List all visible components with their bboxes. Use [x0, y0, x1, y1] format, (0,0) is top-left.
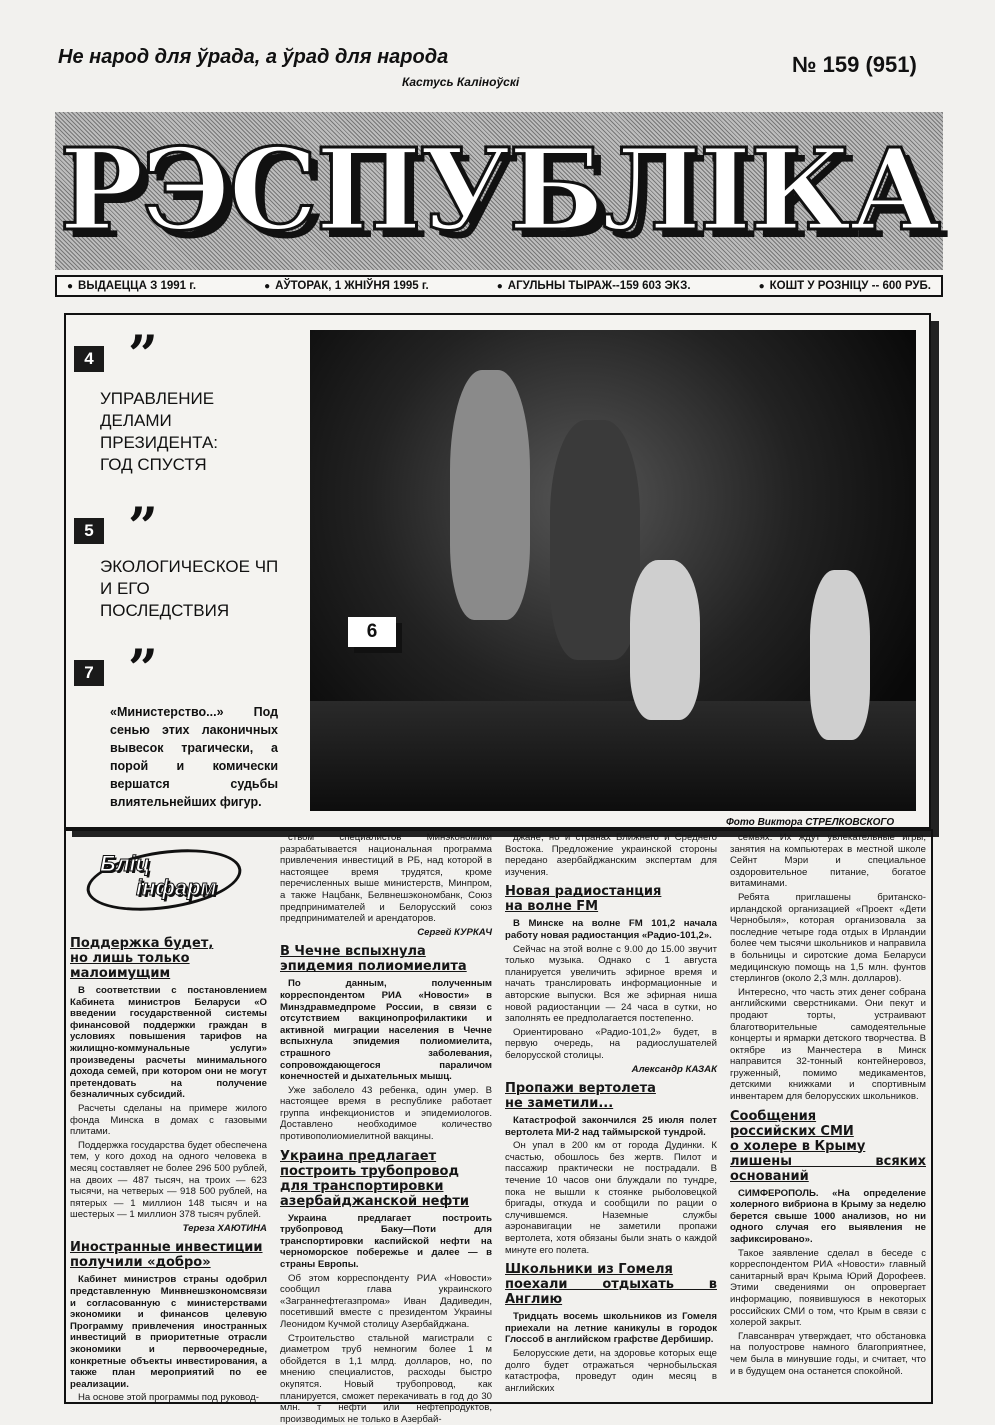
toc-page-number[interactable]: 4 [74, 346, 104, 372]
quote-icon: ” [128, 325, 158, 386]
headline[interactable]: В Чечне вспыхнула эпидемия полиомиелита [280, 944, 467, 975]
toc-item[interactable]: УПРАВЛЕНИЕ ДЕЛАМИ ПРЕЗИДЕНТА: ГОД СПУСТЯ [100, 389, 219, 474]
info-item: ● КОШТ У РОЗНІЦУ -- 600 РУБ. [758, 280, 931, 292]
quote-icon: ” [128, 639, 158, 700]
paragraph: На основе этой программы под руковод- [78, 1392, 259, 1404]
paragraph: Белорусские дети, на здоровье которых еще долго будет отражаться чернобыльская катастрофа, проведут один месяц в английских [505, 1348, 717, 1394]
dancer-figure [630, 560, 700, 720]
byline: Александр КАЗАК [631, 1063, 717, 1075]
motto-author: Кастусь Каліноўскі [402, 75, 520, 89]
paragraph: Сейчас на этой волне с 9.00 до 15.00 звучит только музыка. Однако с 1 августа планируется увеличить эфирное время и начать транслировать информационные и авторские выпуски. Вся же эфирная ниша новой радиостанции — 24 часа в сутки, но заполнять ее предполагается постепенно. [505, 943, 717, 1025]
paragraph: Украина предлагает построить трубопровод Баку—Поти для транспортировки каспийской нефти на черноморское побережье и далее — в страны Европы. [280, 1212, 492, 1271]
info-item: ● ВЫДАЕЦЦА З 1991 г. [67, 280, 197, 292]
dancer-figure [450, 370, 530, 620]
byline: Сергей КУРКАЧ [417, 926, 492, 938]
blic-inform-logo [82, 845, 242, 909]
paragraph: Такое заявление сделал в беседе с корреспондентом РИА «Новости» главный санитарный врач Крыма Юрий Дорофеев. Этими сведениями он опровергает информацию, появившуюся в некоторых российских СМИ о том, что Крым в связи с холерой закрыт. [730, 1247, 926, 1329]
motto: Не народ для ўрада, а ўрад для народа [58, 46, 449, 68]
issue-number: № 159 (951) [792, 52, 917, 77]
paragraph: По данным, полученным корреспондентом РИА «Новости» в Минздравмедпроме России, в связи с отсутствием вакцинопрофилактики и активной миграции населения в Чечне вспыхнула эпидемия полиомиелита, страшного заболевания, сопровождающегося параличом конечностей и дыхательных мышц. [280, 978, 492, 1083]
newspaper-title: РЭСПУБЛІКА [59, 125, 939, 256]
masthead [55, 112, 943, 270]
paragraph: ством специалистов Минэкономики разрабатывается национальная программа привлечения инвестиций в РБ, над которой в настоящее время трудятся, кроме перечисленных выше министерств, Минпром, а также Нацбанк, Белвнешэкономбанк, Союз предпринимателей и Белорусский союз предпринимателей и арендаторов. [280, 832, 492, 925]
paragraph: Интересно, что часть этих денег собрана английскими сверстниками. Они пекут и продают торты, устраивают благотворительные самодеятельные концерты и ярмарки детского творчества. В октябре из Манчестера в Минск направится 32-тонный контейнеровоз, груженный, помимо медикаментов, детскими книжками и спортивным инвентарем для белорусских школьников. [730, 986, 926, 1103]
news-column [280, 832, 492, 1425]
quote-icon: ” [128, 497, 158, 558]
dancer-figure [550, 420, 640, 660]
paragraph: СИМФЕРОПОЛЬ. «На определение холерного вибриона в Крыму за неделю берется свыше 1000 анализов, но ни одного случая его выявления не зафиксировано». [730, 1187, 926, 1246]
paragraph: Поддержка государства будет обеспечена тем, у кого доход на одного человека в месяц составляет не более 296 500 рублей, на двоих — 487 тысяч, на троих — 623 тысячи, на четверых — 918 500 рублей, на пятерых — 1 миллион 148 тысяч и на шестерых — 1 миллион 378 тысяч рублей. [70, 1139, 267, 1221]
paragraph: Ориентировано «Радио-101,2» будет, в первую очередь, на радиослушателей белорусской столицы. [505, 1026, 717, 1061]
paragraph: В соответствии с постановлением Кабинета министров Беларуси «О введении государственной системы финансовой поддержки граждан в условиях повышения тарифов на жилищно-коммунальные услуги» произведены расчеты минимального дохода семей, при котором они не могут претендовать на получение безналичных субсидий. [70, 985, 267, 1101]
news-column [505, 832, 717, 1400]
headline[interactable]: Школьники из Гомеля поехали отдыхать в Англию [505, 1262, 717, 1308]
photo-caption: Фото Виктора СТРЕЛКОВСКОГО [726, 817, 895, 828]
paragraph: Расчеты сделаны на примере жилого фонда Минска в домах с газовыми плитами. [70, 1102, 267, 1138]
paragraph: Уже заболело 43 ребенка, один умер. В настоящее время в республике работает группа инфекционистов и эпидемиологов. Доставлено необходимое количество противополиомиелитной вакцины. [280, 1084, 492, 1143]
info-item: ● АЎТОРАК, 1 ЖНІЎНЯ 1995 г. [264, 280, 429, 292]
logo-word: інфарм [136, 875, 217, 900]
news-column [730, 832, 926, 1400]
paragraph: Об этом корреспонденту РИА «Новости» сообщил глава украинского «Заграннефтегазпрома» Иван Дадиведин, посетивший вместе с президентом Украины Леонидом Кучмой столицу Азербайджана. [280, 1272, 492, 1330]
headline[interactable]: Украина предлагает построить трубопровод для транспортировки азербайджанской нефти [280, 1148, 470, 1209]
headline[interactable]: Поддержка будет, но лишь только малоимущим [70, 936, 214, 981]
dancer-figure [810, 570, 870, 740]
news-column [70, 930, 267, 1404]
headline[interactable]: Пропажи вертолета не заметили... [505, 1081, 656, 1112]
headline[interactable]: Сообщения российских СМИ о холере в Крыму лишены всяких оснований [730, 1108, 926, 1184]
paragraph: Он упал в 200 км от города Дудинки. К счастью, обошлось без жертв. Пилот и пассажир практически не пострадали. В течение 10 часов они блуждали по тундре, пока не вышли к стоянке рыболовецкой бригады, откуда и сообщили по рации о случившемся. Наземные службы аэронавигации не заметили пропажи вертолета, хотя обязаны были знать о каждой минуте его полета. [505, 1140, 717, 1256]
paragraph: джане, но и странах Ближнего и Среднего Востока. Предложение украинской стороны передано азербайджанским экспертам для изучения. [505, 832, 717, 878]
paragraph: Ребята приглашены британско-ирландской организацией «Проект «Дети Чернобыля», которая организовала за последние четыре года отдых в Ирландии более чем тысячи школьников и направила в больницы и сиротские дома Беларуси медицинскую помощь на 1,5 млн. фунтов стерлингов (около 2,3 млн. долларов). [730, 891, 926, 985]
toc-page-number[interactable]: 7 [74, 660, 104, 686]
headline[interactable]: Новая радиостанция на волне FM [505, 884, 662, 915]
toc-item[interactable]: ЭКОЛОГИЧЕСКОЕ ЧП И ЕГО ПОСЛЕДСТВИЯ [100, 557, 279, 620]
info-item: ● АГУЛЬНЫ ТЫРАЖ--159 603 ЭКЗ. [496, 280, 691, 292]
paragraph: семьях. Их ждут увлекательные игры, занятия на компьютерах в местной школе Сейнт Мэри и специальное оздоровительное питание, богатое витаминами. [730, 832, 926, 890]
paragraph: Катастрофой закончился 25 июля полет вертолета МИ-2 над таймырской тундрой. [505, 1115, 717, 1138]
paragraph: Главсанврач утверждает, что обстановка на полуострове намного благоприятнее, чем была в минувшие годы, и считает, что и в будущем она останется спокойной. [730, 1330, 926, 1377]
toc-item[interactable]: «Министерство...» Под сенью этих лаконичных вывесок трагически, а порой и комически вершатся судьбы влиятельнейших фигур. [110, 705, 278, 809]
paragraph: Тридцать восемь школьников из Гомеля приехали на летние каникулы в городок Глоссоб в английском графстве Дербишир. [505, 1311, 717, 1346]
page-badge[interactable]: 6 [348, 617, 396, 647]
paragraph: В Минске на волне FM 101,2 начала работу новая радиостанция «Радио-101,2». [505, 918, 717, 941]
info-bar [55, 275, 943, 297]
paragraph: Кабинет министров страны одобрил представленную Минвнешэкономсвязи и согласованную с министерствами экономики и финансов целевую Программу привлечения иностранных инвестиций в приоритетные отрасли экономики и первоочередные, конкретные объекты инвестирования, а также план мероприятий по ее реализации. [70, 1274, 267, 1390]
byline: Тереза ХАЮТИНА [182, 1222, 267, 1234]
logo-word: Бліц [100, 851, 150, 876]
paragraph: Строительство стальной магистрали с диаметром труб немногим более 1 м обойдется в 1,1 млрд. долларов, но, по мнению специалистов, расходы быстро окупятся. Новый трубопровод, как планируется, сможет перекачивать в год до 30 млн. т нефти или нефтепродуктов, производимых не только в Азербай- [280, 1332, 492, 1425]
toc-page-number[interactable]: 5 [74, 518, 104, 544]
headline[interactable]: Иностранные инвестиции получили «добро» [70, 1240, 263, 1271]
ballet-photo [310, 330, 916, 811]
